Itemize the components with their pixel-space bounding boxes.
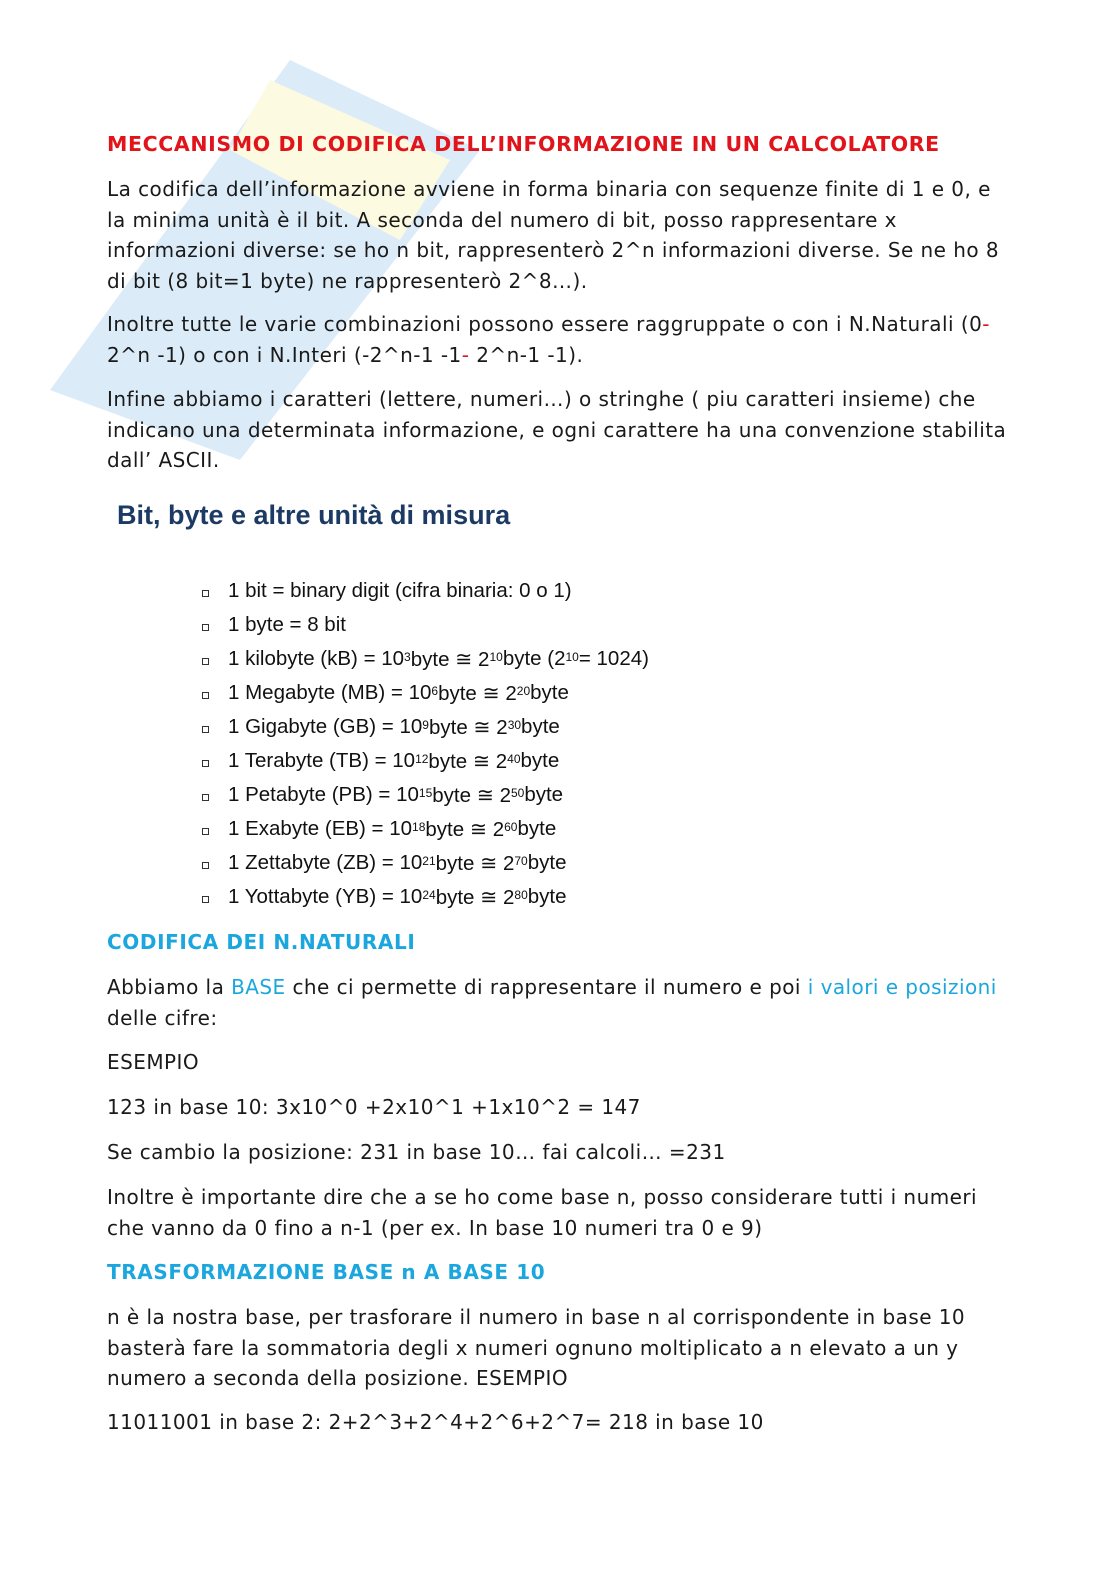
unit-item: 1 Exabyte (EB) = 10 $^{18}$ byte ≅ 2 $^{60}$ byte (202, 812, 649, 846)
unit-item: 1 Yottabyte (YB) = 10 $^{24}$ byte ≅ 2 $^{80}$ byte (202, 880, 649, 914)
paragraph-example-binary: 11011001 in base 2: 2+2^3+2^4+2^6+2^7= 218 in base 10 (107, 1410, 764, 1434)
paragraph-combinazioni: Inoltre tutte le varie combinazioni possono essere raggruppate o con i N.Naturali (0-2^n -1) o con i N.Interi (-2^n-1 -1- 2^n-1 -1). (107, 312, 990, 367)
valori-link[interactable]: i valori e posizioni (807, 975, 997, 999)
unit-item: 1 Terabyte (TB) = 10 $^{12}$ byte ≅ 2 $^{40}$ byte (202, 744, 649, 778)
square-bullet-icon (202, 726, 209, 733)
units-slide-image (107, 490, 742, 908)
slide-title: Bit, byte e altre unità di misura (117, 500, 511, 530)
paragraph-base: Abbiamo la BASE che ci permette di rappresentare il numero e poi i valori e posizioni delle cifre: (107, 975, 997, 1030)
square-bullet-icon (202, 794, 209, 801)
esempio-label: ESEMPIO (107, 1050, 200, 1074)
units-list (202, 574, 649, 914)
paragraph-cifre: Inoltre è importante dire che a se ho come base n, posso considerare tutti i numeri che vanno da 0 fino a n-1 (per ex. In base 10 numeri tra 0 e 9) (107, 1185, 978, 1240)
heading-trasformazione: TRASFORMAZIONE BASE n A BASE 10 (107, 1260, 546, 1284)
square-bullet-icon (202, 624, 209, 631)
paragraph-intro: La codifica dell’informazione avviene in forma binaria con sequenze finite di 1 e 0, e la minima unità è il bit. A seconda del numero di bit, posso rappresentare x informazioni diverse: se ho n bit, rappresenterò 2^n informazioni diverse. Se ne ho 8 di bit (8 bit=1 byte) ne rappresenterò 2^8…). (107, 177, 1000, 293)
heading-naturali: CODIFICA DEI N.NATURALI (107, 930, 416, 954)
unit-item: 1 Megabyte (MB) = 10 $^6$ byte ≅ 2 $^{20}$ byte (202, 676, 649, 710)
unit-item: 1 Zettabyte (ZB) = 10 $^{21}$ byte ≅ 2 $^{70}$ byte (202, 846, 649, 880)
square-bullet-icon (202, 828, 209, 835)
unit-item: 1 Gigabyte (GB) = 10 $^9$ byte ≅ 2 $^{30}$ byte (202, 710, 649, 744)
unit-item: 1 Petabyte (PB) = 10 $^{15}$ byte ≅ 2 $^{50}$ byte (202, 778, 649, 812)
paragraph-trasformazione: n è la nostra base, per trasforare il numero in base n al corrispondente in base 10 basterà fare la sommatoria degli x numeri ognuno moltiplicato a n elevato a un y numero a seconda della posizione. ESEMPIO (107, 1305, 966, 1390)
square-bullet-icon (202, 590, 209, 597)
paragraph-example-231: Se cambio la posizione: 231 in base 10… fai calcoli… =231 (107, 1140, 726, 1164)
paragraph-caratteri: Infine abbiamo i caratteri (lettere, numeri…) o stringhe ( piu caratteri insieme) che indicano una determinata informazione, e ogni carattere ha una convenzione stabilita dall’ ASCII. (107, 387, 1007, 472)
unit-item: 1 kilobyte (kB) = 10 $^3$ byte ≅ 2 $^{10}$ byte (2 $^{10}$ = 1024) (202, 642, 649, 676)
main-heading: MECCANISMO DI CODIFICA DELL’INFORMAZIONE IN UN CALCOLATORE (107, 132, 940, 156)
square-bullet-icon (202, 862, 209, 869)
base-link[interactable]: BASE (231, 975, 286, 999)
square-bullet-icon (202, 658, 209, 665)
square-bullet-icon (202, 896, 209, 903)
unit-item: 1 bit = binary digit (cifra binaria: 0 o 1) (202, 574, 649, 608)
unit-item: 1 byte = 8 bit (202, 608, 649, 642)
square-bullet-icon (202, 760, 209, 767)
square-bullet-icon (202, 692, 209, 699)
paragraph-example-123: 123 in base 10: 3x10^0 +2x10^1 +1x10^2 = 147 (107, 1095, 641, 1119)
